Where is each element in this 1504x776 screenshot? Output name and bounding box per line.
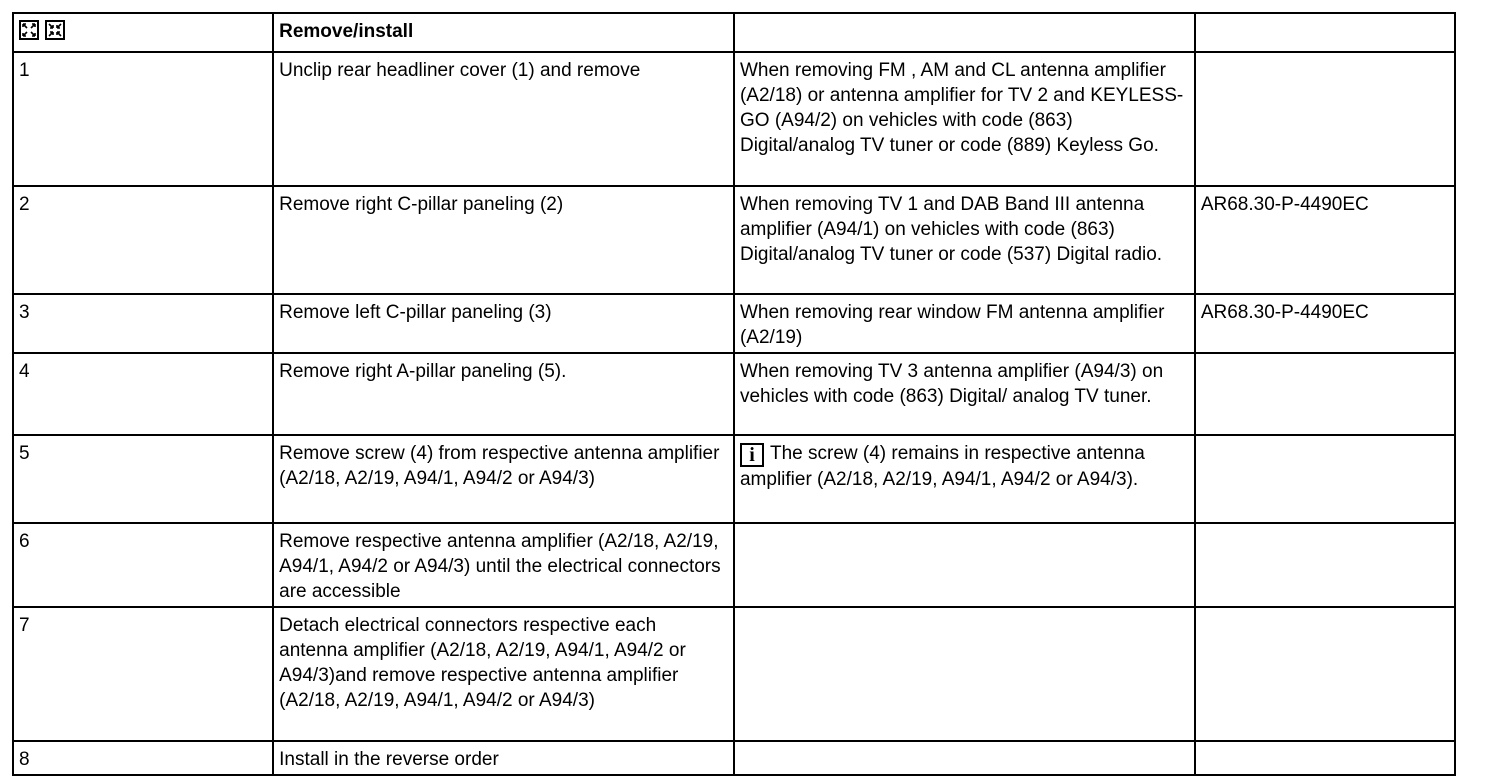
header-col3 <box>734 13 1195 52</box>
procedure-table <box>12 12 1456 776</box>
step-note <box>734 523 1195 607</box>
step-note <box>734 607 1195 741</box>
step-reference <box>1195 353 1455 435</box>
collapse-all-icon[interactable] <box>45 20 65 40</box>
table-row <box>13 435 1455 523</box>
step-note <box>734 741 1195 775</box>
step-reference <box>1195 435 1455 523</box>
expand-all-icon[interactable] <box>19 20 39 40</box>
header-col4 <box>1195 13 1455 52</box>
info-icon: i <box>740 443 764 467</box>
step-number: 4 <box>13 353 273 435</box>
step-number: 8 <box>13 741 273 775</box>
step-action: Unclip rear headliner cover (1) and remove <box>273 52 734 186</box>
step-number: 3 <box>13 294 273 353</box>
step-note: When removing TV 3 antenna amplifier (A94/3) on vehicles with code (863) Digital/ analog TV tuner. <box>734 353 1195 435</box>
step-number: 1 <box>13 52 273 186</box>
step-action: Install in the reverse order <box>273 741 734 775</box>
table-row <box>13 186 1455 294</box>
step-number: 5 <box>13 435 273 523</box>
table-row <box>13 52 1455 186</box>
step-action: Detach electrical connectors respective each antenna amplifier (A2/18, A2/19, A94/1, A94/2 or A94/3)and remove respective antenna amplifier (A2/18, A2/19, A94/1, A94/2 or A94/3) <box>273 607 734 741</box>
step-reference <box>1195 741 1455 775</box>
step-action: Remove right A-pillar paneling (5). <box>273 353 734 435</box>
step-action: Remove left C-pillar paneling (3) <box>273 294 734 353</box>
step-note: When removing rear window FM antenna amplifier (A2/19) <box>734 294 1195 353</box>
table-row <box>13 353 1455 435</box>
step-note: When removing FM , AM and CL antenna amplifier (A2/18) or antenna amplifier for TV 2 and KEYLESS-GO (A94/2) on vehicles with code (863) Digital/analog TV tuner or code (889) Keyless Go. <box>734 52 1195 186</box>
step-reference <box>1195 607 1455 741</box>
step-reference-link[interactable]: AR68.30-P-4490EC <box>1195 186 1455 294</box>
table-row <box>13 607 1455 741</box>
step-note-text: The screw (4) remains in respective antenna amplifier (A2/18, A2/19, A94/1, A94/2 or A94/3). <box>739 443 1145 490</box>
table-row <box>13 523 1455 607</box>
step-note <box>734 435 1195 523</box>
step-number: 7 <box>13 607 273 741</box>
step-reference-link[interactable]: AR68.30-P-4490EC <box>1195 294 1455 353</box>
step-action: Remove right C-pillar paneling (2) <box>273 186 734 294</box>
step-note: When removing TV 1 and DAB Band III antenna amplifier (A94/1) on vehicles with code (863) Digital/analog TV tuner or code (537) Digital radio. <box>734 186 1195 294</box>
header-title: Remove/install <box>273 13 734 52</box>
table-row <box>13 741 1455 775</box>
step-reference <box>1195 52 1455 186</box>
step-number: 6 <box>13 523 273 607</box>
step-reference <box>1195 523 1455 607</box>
table-row <box>13 294 1455 353</box>
header-icons-cell <box>13 13 273 52</box>
step-number: 2 <box>13 186 273 294</box>
step-action: Remove screw (4) from respective antenna amplifier (A2/18, A2/19, A94/1, A94/2 or A94/3) <box>273 435 734 523</box>
step-action: Remove respective antenna amplifier (A2/18, A2/19, A94/1, A94/2 or A94/3) until the electrical connectors are accessible <box>273 523 734 607</box>
table-header-row <box>13 13 1455 52</box>
